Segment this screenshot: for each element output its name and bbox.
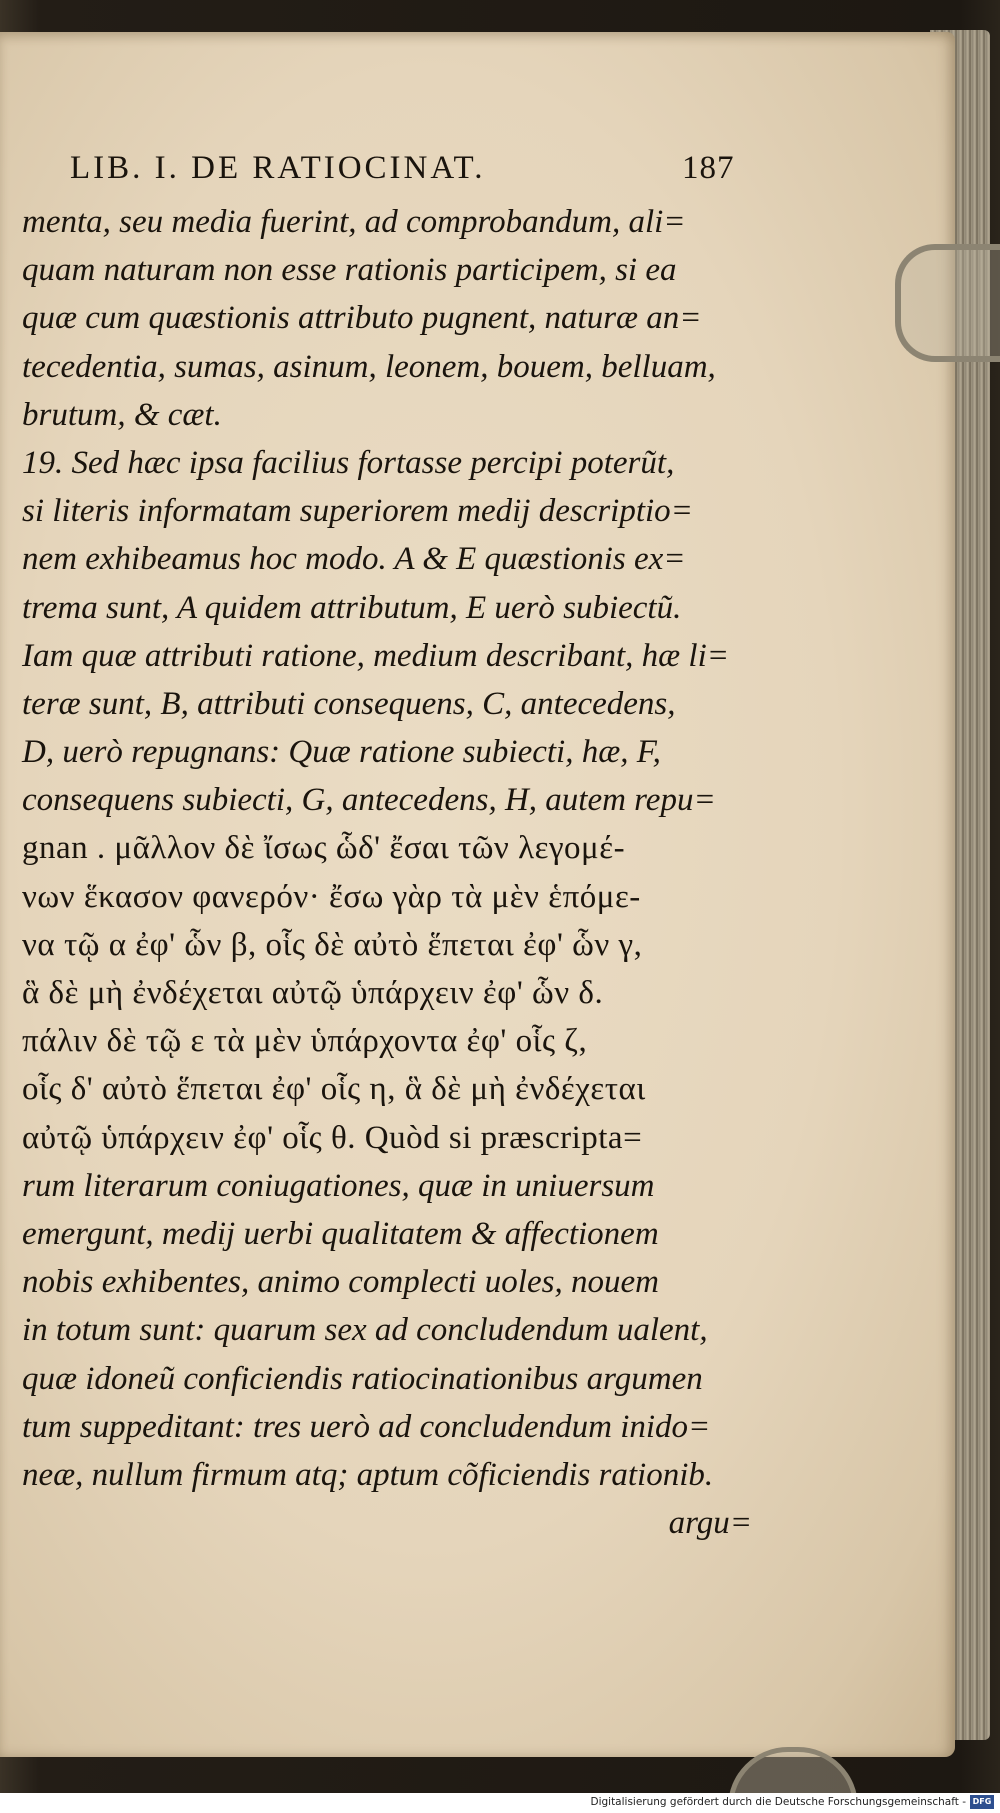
book-page bbox=[0, 32, 955, 1757]
text-line: si literis informatam superiorem medij descriptio= bbox=[22, 493, 693, 530]
greek-text-line: νων ἕκασον φανερόν· ἔσω γὰρ τὰ μὲν ἑπόμε- bbox=[22, 878, 641, 915]
text-line: emergunt, medij uerbi qualitatem & affectionem bbox=[22, 1215, 659, 1252]
page-clip bbox=[895, 244, 1000, 362]
text-line: D, uerò repugnans: Quæ ratione subiecti, hæ, F, bbox=[22, 734, 661, 771]
running-header bbox=[22, 144, 762, 198]
text-line: consequens subiecti, G, antecedens, H, autem repu= bbox=[22, 782, 716, 819]
text-line: 19. Sed hæc ipsa facilius fortasse percipi poterũt, bbox=[22, 444, 675, 481]
text-line: nobis exhibentes, animo complecti uoles, nouem bbox=[22, 1264, 659, 1301]
catchword: argu= bbox=[668, 1505, 752, 1542]
greek-text-line: αὐτῷ ὑπάρχειν ἐφ' οἷς θ. Quòd si præscripta= bbox=[22, 1119, 643, 1156]
greek-text-line: πάλιν δὲ τῷ ε τὰ μὲν ὑπάρχοντα ἐφ' οἷς ζ, bbox=[22, 1023, 588, 1060]
text-line: trema sunt, A quidem attributum, E uerò subiectũ. bbox=[22, 589, 682, 626]
text-line: menta, seu media fuerint, ad comprobandum, ali= bbox=[22, 204, 686, 240]
text-line: brutum, & cæt. bbox=[22, 396, 222, 433]
text-line: Iam quæ attributi ratione, medium describant, hæ li= bbox=[22, 637, 730, 674]
text-line: quæ cum quæstionis attributo pugnent, naturæ an= bbox=[22, 300, 702, 337]
greek-text-line: οἷς δ' αὐτὸ ἕπεται ἐφ' οἷς η, ἃ δὲ μὴ ἐνδέχεται bbox=[22, 1071, 646, 1108]
text-line: tum suppeditant: tres uerò ad concludendum inido= bbox=[22, 1408, 711, 1445]
text-block bbox=[22, 144, 762, 1547]
page-number: 187 bbox=[682, 150, 735, 186]
greek-text-line: gnan . μᾶλλον δὲ ἴσως ὧδ' ἔσαι τῶν λεγομέ- bbox=[22, 830, 626, 867]
text-line: quæ idoneũ conficiendis ratiocinationibus argumen bbox=[22, 1360, 703, 1397]
text-line: nem exhibeamus hoc modo. A & E quæstionis ex= bbox=[22, 541, 686, 578]
running-head: LIB. I. DE RATIOCINAT. bbox=[70, 150, 486, 186]
digitization-credit: Digitalisierung gefördert durch die Deutsche Forschungsgemeinschaft - bbox=[590, 1796, 966, 1808]
text-line: tecedentia, sumas, asinum, leonem, bouem, belluam, bbox=[22, 348, 716, 385]
text-line: rum literarum coniugationes, quæ in uniuersum bbox=[22, 1167, 655, 1204]
greek-text-line: να τῷ α ἐφ' ὧν β, οἷς δὲ αὐτὸ ἕπεται ἐφ' ὧν γ, bbox=[22, 926, 643, 963]
greek-text-line: ἃ δὲ μὴ ἐνδέχεται αὐτῷ ὑπάρχειν ἐφ' ὧν δ. bbox=[22, 975, 604, 1011]
text-line: quam naturam non esse rationis participem, si ea bbox=[22, 252, 677, 289]
text-line: neæ, nullum firmum atq; aptum cõficiendis rationib. bbox=[22, 1456, 714, 1493]
text-line: in totum sunt: quarum sex ad concludendum ualent, bbox=[22, 1312, 708, 1349]
dfg-logo: DFG bbox=[970, 1795, 994, 1809]
text-line: teræ sunt, B, attributi consequens, C, antecedens, bbox=[22, 685, 676, 722]
